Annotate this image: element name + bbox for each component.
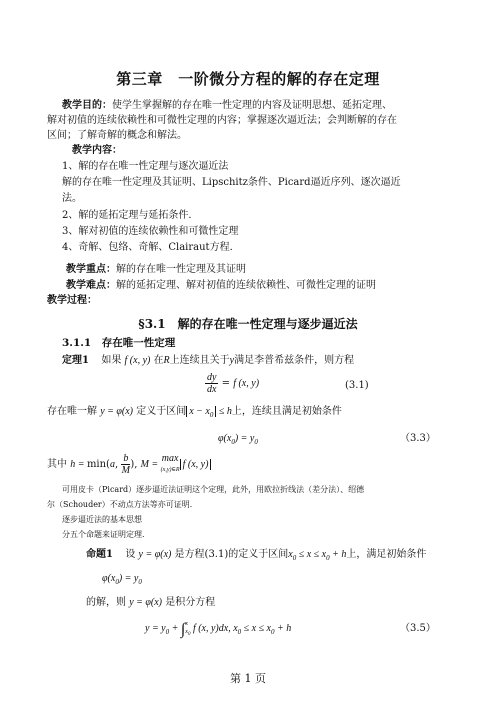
equation-3-3: $\varphi(x_0) = y_0$ xyxy=(218,433,258,446)
content-item-1: 1、解的存在唯一性定理与逐次逼近法 xyxy=(62,161,229,172)
interval-expr: $x - x_0$ xyxy=(186,406,216,417)
unique-a: 存在唯一解 xyxy=(47,406,97,417)
solution-b: 是积分方程 xyxy=(165,597,216,608)
unique-solution-line: 存在唯一解 y = φ(x) 定义于区间 $x - x_0 \le h$上，连续且满足初始条件 xyxy=(47,406,342,419)
theorem-label: 定理1 xyxy=(62,355,89,366)
chapter-title: 第三章 一阶微分方程的解的存在定理 xyxy=(116,70,380,88)
theorem-text-a: 如果 xyxy=(101,355,122,366)
process-label: 教学过程： xyxy=(47,295,97,306)
picard-line-1: 可用皮卡（Picard）逐步逼近法证明这个定理，此外，用欧拉折线法（差分法）、绍德 xyxy=(62,485,365,494)
f-xy: f (x, y) xyxy=(124,355,151,366)
key-points xyxy=(66,263,246,277)
content-label: 教学内容： xyxy=(72,145,122,156)
solution-line: 的解，则 y = φ(x) 是积分方程 xyxy=(86,597,216,608)
equation-3-1: $\frac{dy}{dx}$ = f (x, y) xyxy=(207,372,260,395)
objective-label: 教学目的： xyxy=(62,100,112,111)
unique-b: 定义于区间 xyxy=(136,406,187,417)
prop-text-c: 上，满足初始条件 xyxy=(346,549,427,560)
difficulties-label: 教学难点： xyxy=(66,280,116,291)
b-over-m: $\frac{b}{M}$ xyxy=(121,453,130,476)
theorem-text-c: 上连续且关于 xyxy=(169,355,230,366)
proposition-label: 命题1 xyxy=(86,549,113,560)
key-points-label: 教学重点： xyxy=(66,264,116,275)
objective-text-1: 使学生掌握解的存在唯一性定理的内容及证明思想、延拓定理、 xyxy=(112,100,392,111)
objective-line-2: 解对初值的连续依赖性和可微性定理的内容；掌握逐次逼近法；会判断解的存在 xyxy=(47,115,397,126)
difficulties-text: 解的延拓定理、解对初值的连续依赖性、可微性定理的证明 xyxy=(116,280,376,291)
content-item-4: 3、解对初值的连续依赖性和可微性定理 xyxy=(62,226,239,237)
page-footer: 第 1 页 xyxy=(230,672,266,685)
equation-3-1-number: (3.1) xyxy=(345,380,369,391)
proposition-1: 命题1 设 y = φ(x) 是方程(3.1)的定义于区间$x_0 \le x \le x_0 + h$上，满足初始条件 xyxy=(86,549,427,562)
theorem-text-b: 在 xyxy=(153,355,164,366)
where-label: 其中 xyxy=(47,459,67,470)
key-points-text: 解的存在唯一性定理及其证明 xyxy=(116,264,246,275)
theorem-text-d: 满足李普希兹条件，则方程 xyxy=(234,355,355,366)
where-line: 其中 h = min(a, $\frac{b}{M}$ ), M = max (x,y)∈R f (x, y) xyxy=(47,453,211,476)
theorem-1 xyxy=(62,354,354,368)
var-y: y xyxy=(229,355,235,366)
content-item-2-cont: 法。 xyxy=(62,193,82,204)
content-item-3: 2、解的延拓定理与延拓条件． xyxy=(62,210,199,221)
section-title: §3.1 解的存在唯一性定理与逐步逼近法 xyxy=(138,317,358,331)
difficulties xyxy=(66,279,376,293)
prop-text-a: 设 xyxy=(125,549,136,560)
content-item-5: 4、奇解、包络、奇解、Clairaut方程． xyxy=(62,242,240,253)
content-item-2: 解的存在唯一性定理及其证明、Lipschitz条件、Picard逼近序列、逐次逼近 xyxy=(62,177,401,188)
region-r: R xyxy=(163,355,170,366)
equation-3-5-number: （3.5） xyxy=(400,623,436,634)
equation-3-5: $y = y_0 + \int x$ $x_0$ f (x, y)dx, $x_0 \le x \le x_0 + h$ xyxy=(145,621,292,638)
subsection-title: 3.1.1 存在唯一性定理 xyxy=(62,337,176,349)
idea-line-1: 逐步逼近法的基本思想 xyxy=(62,515,142,524)
idea-line-2: 分五个命题来证明定理． xyxy=(62,530,150,539)
objective-line-1 xyxy=(62,99,392,113)
y-phi-x: y = φ(x) xyxy=(100,406,134,417)
initial-condition: $\varphi(x_0) = y_0$ xyxy=(102,573,142,586)
objective-line-3: 区间；了解奇解的概念和解法。 xyxy=(47,130,187,141)
solution-a: 的解，则 xyxy=(86,597,126,608)
prop-text-b: 是方程(3.1)的定义于区间 xyxy=(174,549,289,560)
unique-c: 上，连续且满足初始条件 xyxy=(231,406,342,417)
picard-line-2: 尔（Schouder）不动点方法等亦可证明． xyxy=(47,500,198,509)
equation-3-3-number: （3.3） xyxy=(400,433,436,444)
dy-dx-fraction: $\frac{dy}{dx}$ xyxy=(207,372,217,395)
